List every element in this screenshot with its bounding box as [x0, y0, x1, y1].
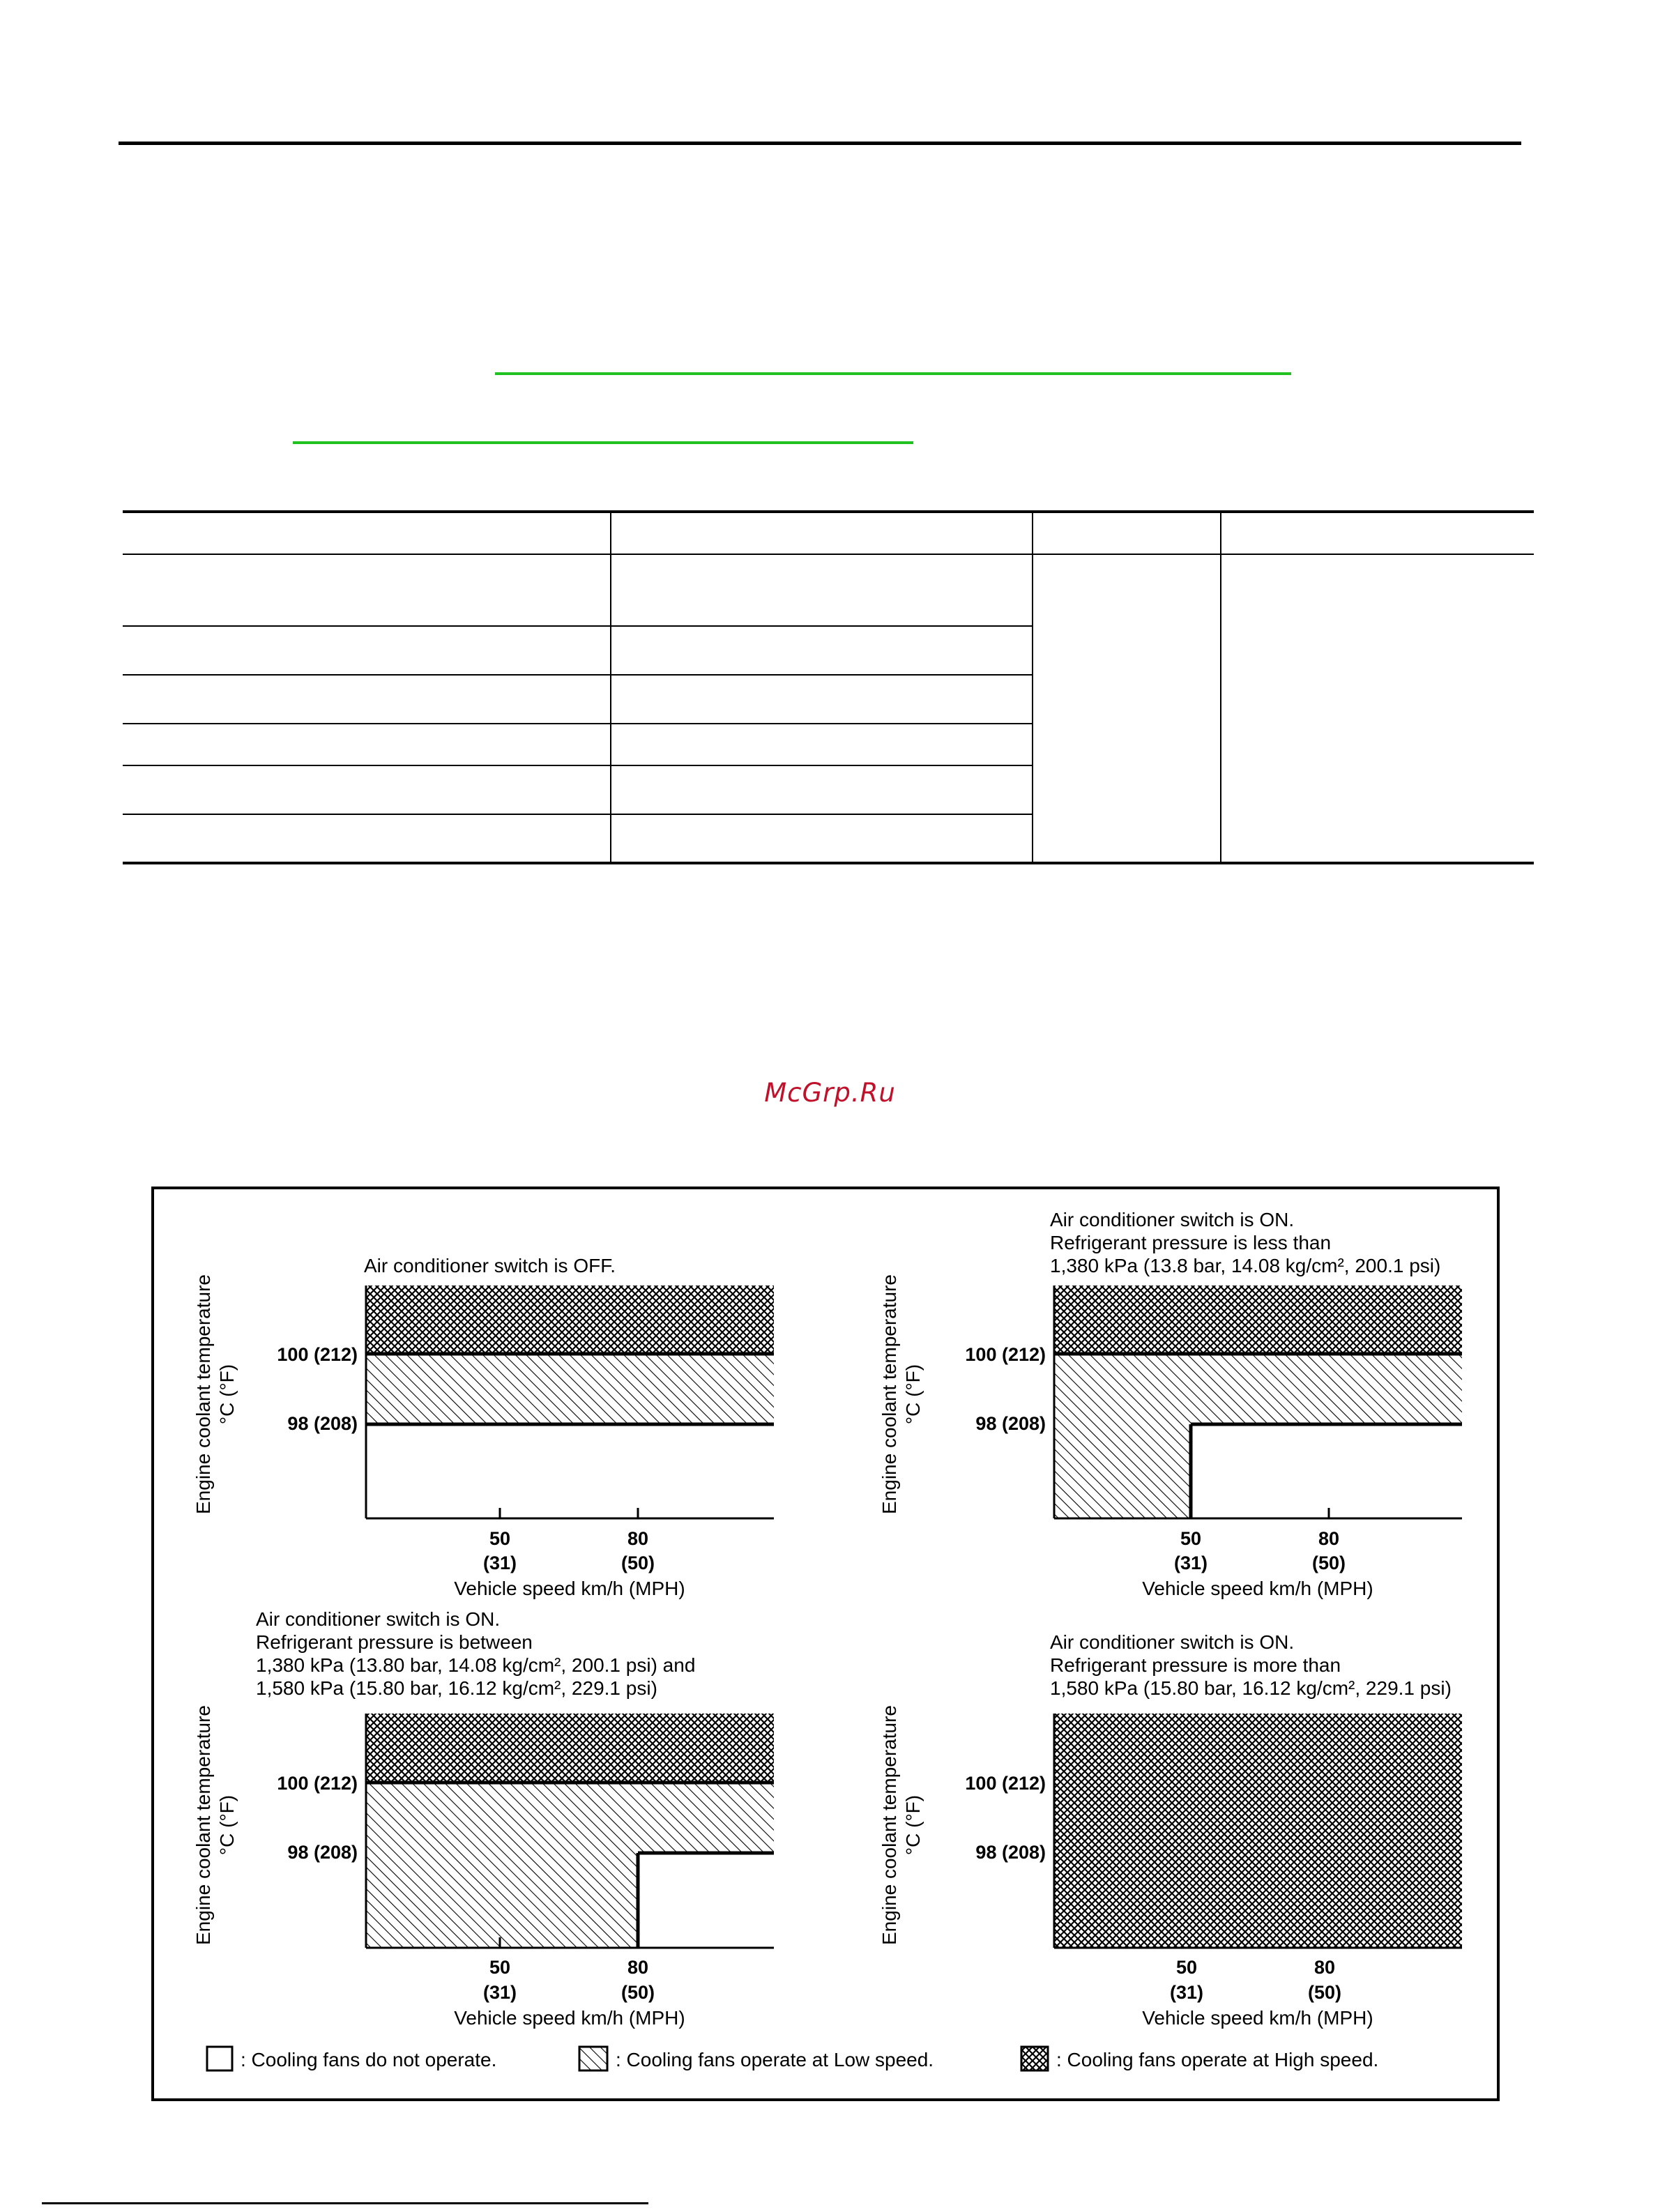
low-speed-region-below-50: [1054, 1424, 1191, 1518]
y-axis-label: Engine coolant temperature: [192, 1274, 214, 1514]
panel-1-caption-line-1: Air conditioner switch is OFF.: [364, 1255, 616, 1276]
y-tick-98: 98 (208): [975, 1842, 1046, 1863]
low-speed-region: [366, 1783, 774, 1853]
x-tick-31: (31): [482, 1553, 517, 1573]
y-axis-unit: °C (°F): [216, 1364, 238, 1425]
table-cell: [123, 512, 611, 554]
panel-ac-on-mid-pressure: [192, 1608, 774, 2029]
high-speed-region: [366, 1286, 774, 1354]
panel-3-caption-line-4: 1,580 kPa (15.80 bar, 16.12 kg/cm², 229.1 psi): [256, 1677, 657, 1699]
legend-swatch-high: [1021, 2047, 1048, 2070]
panel-2-caption-line-3: 1,380 kPa (13.8 bar, 14.08 kg/cm², 200.1 psi): [1050, 1255, 1441, 1276]
figure-svg: [154, 1189, 1502, 2104]
x-tick-50: 50: [489, 1528, 511, 1549]
legend-label-none: : Cooling fans do not operate.: [241, 2049, 497, 2070]
legend-label-low: : Cooling fans operate at Low speed.: [616, 2049, 934, 2070]
panel-3-caption-line-3: 1,380 kPa (13.80 bar, 14.08 kg/cm², 200.1 psi) and: [256, 1654, 696, 1676]
x-tick-50: 50: [1175, 1957, 1198, 1978]
x-axis-label: Vehicle speed km/h (MPH): [1142, 1578, 1373, 1599]
panel-ac-off: [192, 1255, 774, 1599]
y-axis-label: Engine coolant temperature: [192, 1705, 214, 1945]
panel-4-caption-line-3: 1,580 kPa (15.80 bar, 16.12 kg/cm², 229.1 psi): [1050, 1677, 1452, 1699]
x-tick-31: (31): [1169, 1982, 1204, 2003]
legend-swatch-none: [207, 2047, 232, 2070]
x-tick-50mph: (50): [620, 1982, 655, 2003]
table-cell: [123, 626, 611, 675]
table-cell: [123, 765, 611, 814]
x-tick-50mph: (50): [1307, 1982, 1342, 2003]
x-tick-80: 80: [627, 1528, 649, 1549]
x-tick-80: 80: [627, 1957, 649, 1978]
link-underline-2[interactable]: [293, 441, 913, 444]
y-tick-98: 98 (208): [287, 1413, 358, 1434]
x-axis-label: Vehicle speed km/h (MPH): [1142, 2007, 1373, 2029]
table-cell: [1033, 554, 1221, 863]
table-cell: [611, 814, 1033, 863]
x-tick-31: (31): [1173, 1553, 1208, 1573]
table-cell: [123, 554, 611, 626]
y-axis-label: Engine coolant temperature: [878, 1705, 900, 1945]
high-speed-region: [1054, 1286, 1462, 1354]
low-speed-region: [1054, 1354, 1462, 1424]
y-tick-98: 98 (208): [975, 1413, 1046, 1434]
table-cell: [1221, 554, 1534, 863]
x-tick-80: 80: [1318, 1528, 1340, 1549]
table-cell: [123, 814, 611, 863]
table-row: [123, 554, 1534, 626]
high-speed-region: [366, 1714, 774, 1783]
x-tick-50mph: (50): [620, 1553, 655, 1573]
high-speed-region: [1054, 1714, 1462, 1948]
legend-label-high: : Cooling fans operate at High speed.: [1056, 2049, 1379, 2070]
x-tick-31: (31): [482, 1982, 517, 2003]
top-rule: [119, 142, 1521, 145]
table-cell: [611, 765, 1033, 814]
x-tick-50mph: (50): [1311, 1553, 1346, 1573]
x-tick-50: 50: [1180, 1528, 1202, 1549]
legend: [207, 2047, 1378, 2070]
y-axis-unit: °C (°F): [902, 1794, 924, 1856]
panel-ac-on-high-pressure: [878, 1631, 1462, 2029]
table-cell: [1033, 512, 1221, 554]
y-axis-unit: °C (°F): [216, 1794, 238, 1856]
x-tick-80: 80: [1313, 1957, 1336, 1978]
panel-2-caption-line-2: Refrigerant pressure is less than: [1050, 1232, 1332, 1253]
table-cell: [611, 724, 1033, 765]
table-cell: [611, 626, 1033, 675]
legend-swatch-low: [579, 2047, 607, 2070]
y-tick-100: 100 (212): [277, 1773, 358, 1794]
link-underline-1[interactable]: [495, 372, 1291, 375]
watermark: McGrp.Ru: [764, 1078, 896, 1108]
x-axis-label: Vehicle speed km/h (MPH): [454, 1578, 685, 1599]
spec-table: [123, 510, 1534, 864]
table-cell: [611, 512, 1033, 554]
y-tick-100: 100 (212): [965, 1344, 1046, 1365]
y-axis-unit: °C (°F): [902, 1364, 924, 1425]
y-axis-label: Engine coolant temperature: [878, 1274, 900, 1514]
table-cell: [611, 554, 1033, 626]
table-cell: [123, 724, 611, 765]
low-speed-region-below-80: [366, 1853, 638, 1948]
panel-ac-on-low-pressure: [878, 1209, 1462, 1599]
x-tick-50: 50: [489, 1957, 511, 1978]
cooling-fan-figure: [151, 1187, 1500, 2101]
table-cell: [611, 675, 1033, 724]
x-axis-label: Vehicle speed km/h (MPH): [454, 2007, 685, 2029]
panel-4-caption-line-1: Air conditioner switch is ON.: [1050, 1631, 1295, 1653]
panel-4-caption-line-2: Refrigerant pressure is more than: [1050, 1654, 1341, 1676]
low-speed-region: [366, 1354, 774, 1424]
table-header-row: [123, 512, 1534, 554]
panel-2-caption-line-1: Air conditioner switch is ON.: [1050, 1209, 1295, 1230]
y-tick-100: 100 (212): [277, 1344, 358, 1365]
y-tick-100: 100 (212): [965, 1773, 1046, 1794]
panel-3-caption-line-1: Air conditioner switch is ON.: [256, 1608, 501, 1630]
table-cell: [123, 675, 611, 724]
bottom-edge-rule: [42, 2202, 648, 2204]
panel-3-caption-line-2: Refrigerant pressure is between: [256, 1631, 533, 1653]
table-cell: [1221, 512, 1534, 554]
y-tick-98: 98 (208): [287, 1842, 358, 1863]
